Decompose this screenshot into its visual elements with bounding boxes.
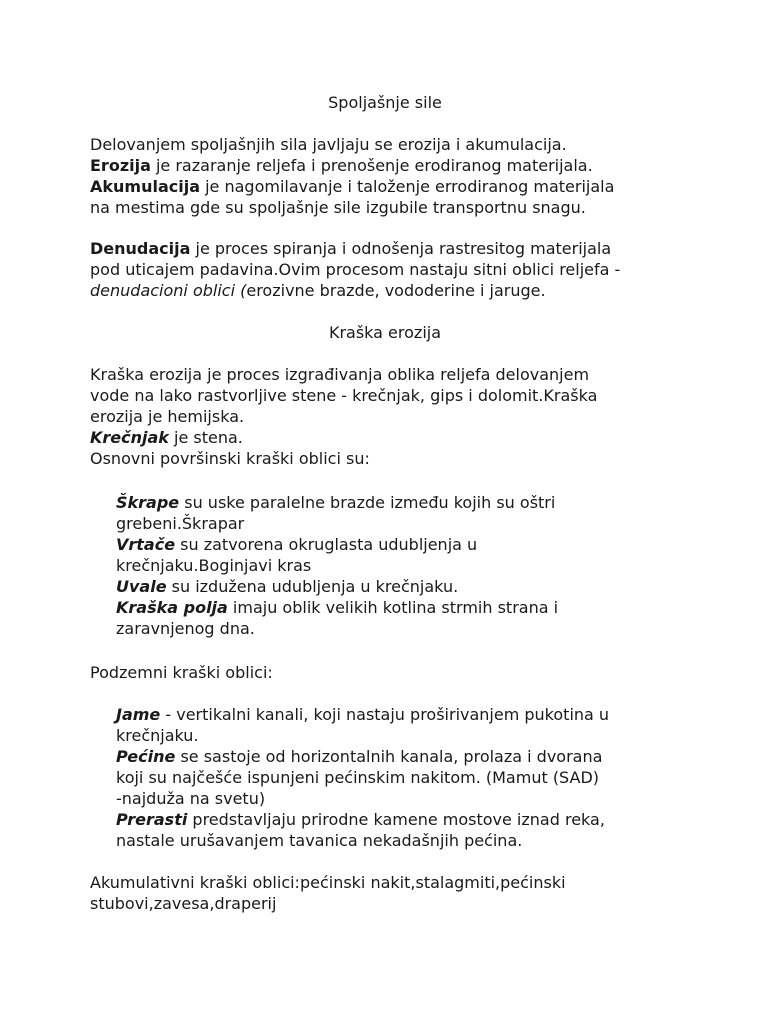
denudacija-text-1: je proces spiranja i odnošenja rastresitog materijala (190, 239, 612, 258)
polja-line-2: zaravnjenog dna. (116, 619, 255, 638)
kraska-line-1: Kraška erozija je proces izgrađivanja oblika reljefa delovanjem (90, 365, 590, 384)
skrape-text-1: su uske paralelne brazde između kojih su oštri (179, 493, 556, 512)
vrtace-line-2: krečnjaku.Boginjavi kras (116, 556, 312, 575)
prerasti-text-1: predstavljaju prirodne kamene mostove iznad reka, (187, 810, 605, 829)
erozija-definition: je razaranje reljefa i prenošenje erodiranog materijala. (150, 156, 593, 175)
term-kraska-polja: Kraška polja (116, 598, 228, 617)
denudacija-line-3 (90, 280, 690, 301)
term-pecine: Pećine (116, 747, 176, 766)
term-vrtace: Vrtače (116, 535, 176, 554)
krecnjak-line (90, 427, 690, 448)
kraska-line-2: vode na lako rastvorljive stene - krečnjak, gips i dolomit.Kraška (90, 386, 598, 405)
section-title-spoljasnje-sile: Spoljašnje sile (328, 93, 442, 112)
term-krecnjak: Krečnjak (90, 428, 169, 447)
paragraph-denudacija (90, 238, 690, 301)
paragraph-akumulativni-oblici (90, 872, 690, 914)
akumulativni-line-2: stubovi,zavesa,draperij (90, 894, 277, 913)
term-denudacija: Denudacija (90, 239, 191, 258)
list-item-vrtace (116, 534, 686, 555)
list-povrsinski-oblici (116, 492, 686, 639)
denudacija-text-3: erozivne brazde, vododerine i jaruge. (246, 281, 546, 300)
term-prerasti: Prerasti (116, 810, 188, 829)
erozija-line (90, 155, 690, 176)
pecine-text-1: se sastoje od horizontalnih kanala, prolaza i dvorana (175, 747, 603, 766)
polja-text-1: imaju oblik velikih kotlina strmih strana i (227, 598, 559, 617)
section-title-kraska-erozija: Kraška erozija (328, 323, 442, 342)
akumulacija-line (90, 176, 690, 197)
list-item-skrape (116, 492, 686, 513)
osnovni-heading: Osnovni površinski kraški oblici su: (90, 449, 370, 468)
list-item-kraska-polja (116, 597, 686, 618)
intro-line: Delovanjem spoljašnjih sila javljaju se erozija i akumulacija. (90, 135, 567, 154)
denudacija-line-1 (90, 238, 690, 259)
jame-text-1: - vertikalni kanali, koji nastaju proširivanjem pukotina u (160, 705, 610, 724)
akumulativni-line-1: Akumulativni kraški oblici:pećinski nakit,stalagmiti,pećinski (90, 873, 566, 892)
skrape-line-2: grebeni.Škrapar (116, 514, 245, 533)
podzemni-heading: Podzemni kraški oblici: (90, 663, 273, 682)
term-akumulacija: Akumulacija (90, 177, 201, 196)
paragraph-kraska-erozija (90, 364, 690, 469)
uvale-text-1: su izdužena udubljenja u krečnjaku. (166, 577, 459, 596)
kraska-line-3: erozija je hemijska. (90, 407, 245, 426)
akumulacija-line-2: na mestima gde su spoljašnje sile izgubile transportnu snagu. (90, 198, 586, 217)
term-erozija: Erozija (90, 156, 151, 175)
list-item-uvale (116, 576, 686, 597)
pecine-line-3: -najduža na svetu) (116, 789, 266, 808)
list-podzemni-oblici (116, 704, 686, 851)
denudacioni-oblici-italic: denudacioni oblici ( (90, 281, 247, 300)
pecine-line-2: koji su najčešće ispunjeni pećinskim nakitom. (Mamut (SAD) (116, 768, 600, 787)
vrtace-text-1: su zatvorena okruglasta udubljenja u (175, 535, 478, 554)
term-skrape: Škrape (116, 493, 180, 512)
jame-line-2: krečnjaku. (116, 726, 199, 745)
list-item-prerasti (116, 809, 686, 830)
term-jame: Jame (116, 705, 161, 724)
denudacija-line-2: pod uticajem padavina.Ovim procesom nastaju sitni oblici reljefa - (90, 260, 621, 279)
term-uvale: Uvale (116, 577, 167, 596)
list-item-jame (116, 704, 686, 725)
krecnjak-definition: je stena. (168, 428, 243, 447)
prerasti-line-2: nastale urušavanjem tavanica nekadašnjih pećina. (116, 831, 523, 850)
akumulacija-definition-1: je nagomilavanje i taloženje errodiranog materijala (200, 177, 615, 196)
paragraph-spoljasnje-sile (90, 134, 690, 218)
list-item-pecine (116, 746, 686, 767)
